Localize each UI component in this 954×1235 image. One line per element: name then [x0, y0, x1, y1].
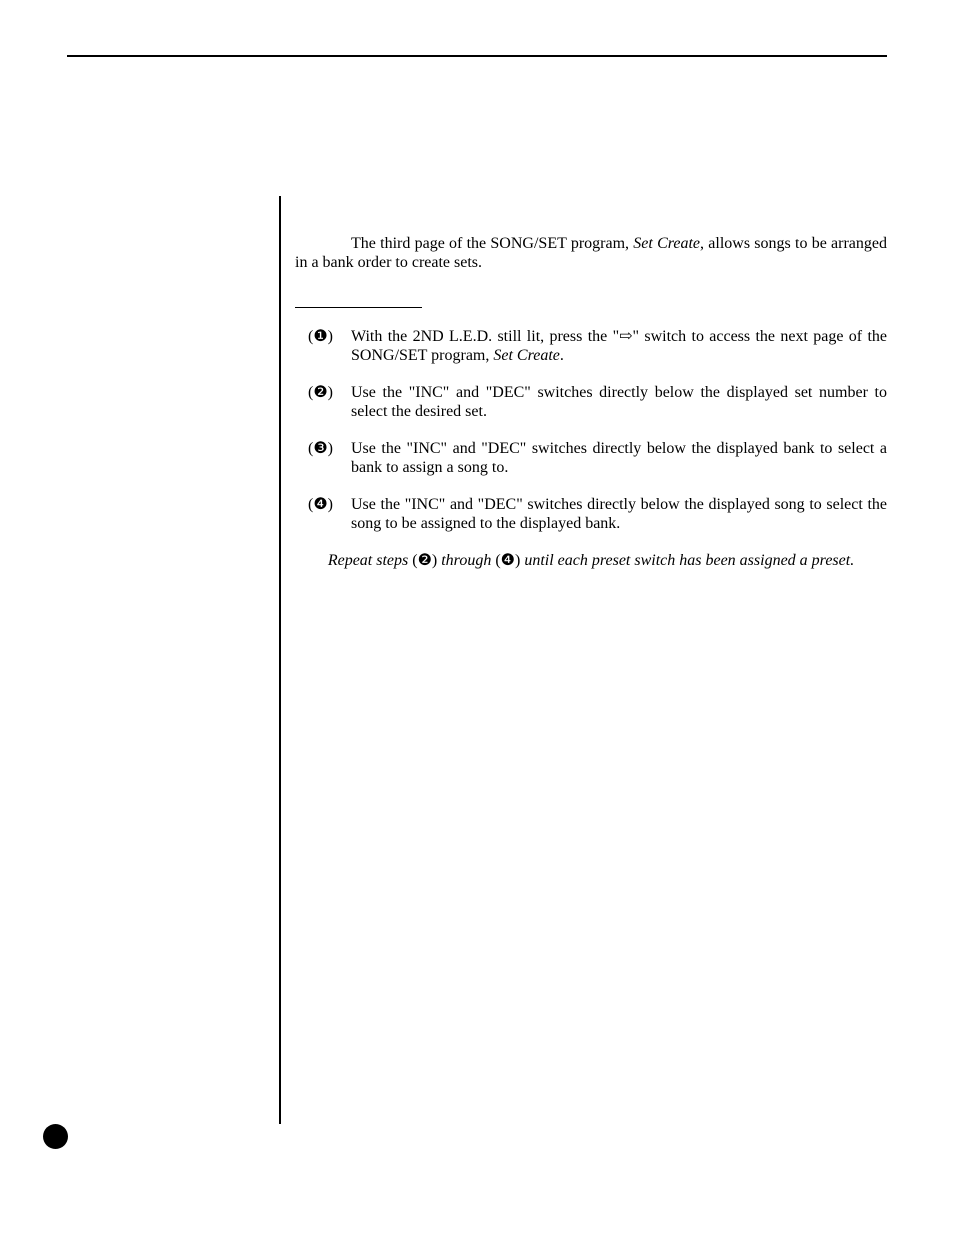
step-text: Use the "INC" and "DEC" switches directly below the displayed song to select the song to be assigned to the displayed bank.: [351, 496, 887, 532]
step-2: [295, 383, 887, 421]
section-rule: [295, 307, 422, 308]
step-marker: (❹): [308, 496, 333, 513]
intro-paragraph: [295, 234, 887, 272]
main-content: [295, 234, 887, 570]
page-marker-dot: [43, 1124, 68, 1149]
intro-text-after: , allows songs to be arranged in a bank order to create sets.: [295, 235, 888, 271]
step-1: [295, 327, 887, 365]
steps-list: [295, 327, 887, 533]
intro-text-before: The third page of the SONG/SET program,: [351, 235, 634, 252]
step-text: Use the "INC" and "DEC" switches directly below the displayed set number to select the desired set.: [351, 384, 887, 420]
step-marker: (❷): [308, 384, 333, 401]
header-rule: [67, 55, 887, 57]
step-3: [295, 439, 887, 477]
repeat-note: Repeat steps (❷) through (❹) until each preset switch has been assigned a preset.: [327, 552, 855, 569]
step-text: Use the "INC" and "DEC" switches directly below the displayed bank to select a bank to assign a song to.: [351, 440, 887, 476]
step-program-title: Set Create: [493, 347, 560, 364]
intro-program-title: Set Create: [633, 235, 701, 252]
step-marker: (❶): [308, 328, 333, 345]
margin-rule: [279, 196, 281, 1124]
step-text: With the 2ND L.E.D. still lit, press the "⇨" switch to access the next page of the SONG/SET program, Set Create.: [351, 328, 887, 364]
step-4: [295, 495, 887, 533]
step-marker: (❸): [308, 440, 333, 457]
